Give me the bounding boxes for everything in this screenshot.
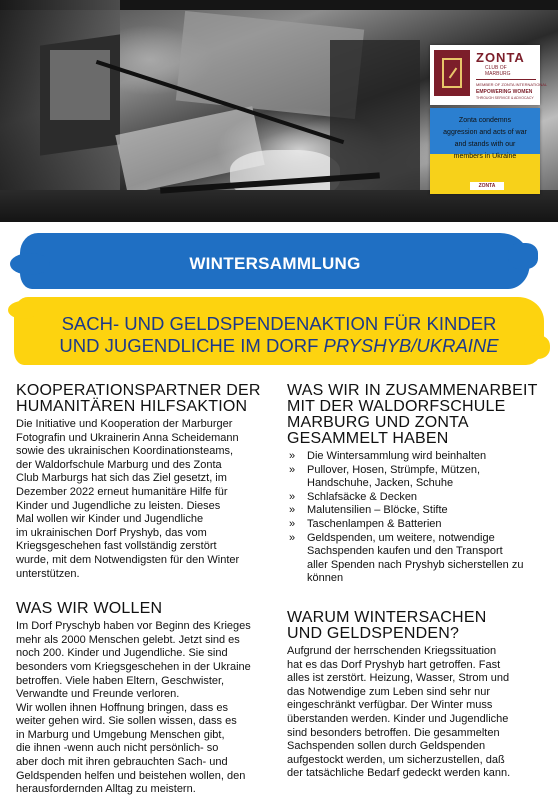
zonta-emblem-icon [434,50,470,96]
logo-sub4: THROUGH SERVICE & ADVOCACY [476,96,534,100]
text-line: Wir wollen ihnen Hoffnung bringen, dass es [16,701,228,714]
text-line: aber doch mit ihren gebrauchten Sach- und [16,756,228,769]
heading-line: MARBURG UND ZONTA [287,414,469,431]
text-line: Kinder und Jugendliche zu leisten. Dieses [16,499,221,512]
heading-line: MIT DER WALDORFSCHULE [287,398,506,415]
item-text: Malutensilien – Blöcke, Stifte [307,504,448,517]
text-line: Fotografin und Ukrainerin Anna Scheidemann [16,431,239,444]
logo-sub3: MEMBER OF ZONTA INTERNATIONAL [476,82,548,87]
text-line: Verwandte und Freunde verloren. [16,688,180,701]
text-line: eingeschränkt verfügbar. Der Winter muss [287,699,493,712]
heading-line: KOOPERATIONSPARTNER DER [16,382,261,399]
logo-sub2: MARBURG [485,71,511,77]
text-line: unterstützen. [16,567,80,580]
right-column [287,383,549,781]
goals-paragraph [16,620,278,797]
heading-line: WAS WIR IN ZUSAMMENARBEIT [287,382,538,399]
heading-line: GESAMMELT HABEN [287,430,449,447]
list-item [287,464,549,491]
text-line: der tatsächliche Bedarf gedeckt werden kann. [287,767,511,780]
page-title: WINTERSAMMLUNG [189,254,361,273]
section-heading-goals: WAS WIR WOLLEN [16,600,163,618]
heading-line: HUMANITÄREN HILFSAKTION [16,398,248,415]
poster-line: Zonta condemns [458,117,512,124]
bullet-icon: » [289,517,296,530]
logo-sub1: CLUB OF [485,65,507,71]
text-line: besonders vom Kriegsgeschehen in der Ukraine [16,660,251,673]
item-text: können [307,572,344,585]
item-text: Die Wintersammlung wird beinhalten [307,450,487,462]
text-line: hat es das Dorf Pryshyb hart getroffen. Fast [287,658,501,671]
bullet-icon: » [289,450,296,462]
left-column [16,383,278,797]
text-line: Geldspenden helfen und beistehen wollen, den [16,769,246,782]
poster-footer: ZONTA [470,182,504,190]
text-line: alles ist zerstört. Heizung, Wasser, Strom und [287,672,510,685]
item-text: Pullover, Hosen, Strümpfe, Mützen, [307,463,481,476]
ukraine-poster [430,108,540,194]
bullet-icon: » [289,463,296,476]
text-line: das Notwendige zum Leben sind sehr nur [287,685,491,698]
subtitle-line2: UND JUGENDLICHE IM DORF [59,335,324,356]
text-line: Mal wollen wir Kinder und Jugendliche [16,513,204,526]
list-item [287,504,549,518]
logo-tagline: EMPOWERING WOMEN [476,89,533,95]
text-line: Sachspenden sollen durch Geldspenden [287,740,486,753]
text-line: Dezember 2022 erneut humanitäre Hilfe für [16,485,228,498]
hero-photo [0,0,558,222]
text-line: sind besonders betroffen. Die gesammelten [287,726,500,739]
heading-line: WARUM WINTERSACHEN [287,608,487,626]
text-line: Die Initiative und Kooperation der Marburger [16,418,233,430]
text-line: Club Marburgs hat sich das Ziel gesetzt, im [16,472,227,485]
item-text: aller Spenden nach Pryshyb sicherstellen zu [307,558,524,571]
why-paragraph [287,645,549,781]
subtitle-line1: SACH- UND GELDSPENDENAKTION FÜR KINDER [61,313,497,334]
text-line: in Marburg und Umgebung Menschen gibt, [16,728,225,741]
item-text: Sachspenden kaufen und den Transport [307,545,503,558]
text-line: mehr als 2000 Menschen gelebt. Jetzt sind es [16,633,240,646]
poster-line: members in Ukraine [453,153,517,160]
list-item [287,518,549,532]
text-line: sowie des ukrainischen Koordinationsteams, [16,445,234,458]
text-line: wurde, mit dem Notwendigsten für den Winter [16,553,240,566]
text-line: Im Dorf Pryschyb haben vor Beginn des Krieges [16,620,251,633]
item-text: Taschenlampen & Batterien [307,517,442,530]
poster-line: and stands with our [454,141,516,148]
section-heading-partners [16,383,278,415]
text-line: noch 200. Kinder und Jugendliche. Sie sind [16,647,228,660]
list-item [287,532,549,586]
text-line: betroffen. Viele haben Eltern, Geschwister, [16,674,225,687]
item-text: Handschuhe, Jacken, Schuhe [307,477,454,490]
zonta-logo [430,45,548,105]
page-subtitle [20,313,538,357]
bullet-icon: » [289,531,296,544]
list-item [287,450,549,464]
text-line: der Waldorfschule Marburg und des Zonta [16,458,222,471]
poster-line: aggression and acts of war [443,129,527,136]
text-line: herausfordernden Alltag zu meistern. [16,783,196,796]
bullet-icon: » [289,490,296,503]
bullet-icon: » [289,504,296,517]
collected-list [287,450,549,586]
text-line: überstanden werden. Kinder und Jugendliche [287,712,509,725]
logo-name: ZONTA [476,50,525,65]
text-line: aufgestockt werden, um sicherzustellen, daß [287,753,505,766]
text-line: Aufgrund der herrschenden Kriegssituation [287,644,497,657]
list-item [287,491,549,505]
partners-paragraph [16,418,278,581]
section-heading-collected [287,383,549,447]
text-line: die ihnen -wenn auch nicht persönlich- so [16,742,219,755]
item-text: Geldspenden, um weitere, notwendige [307,531,495,544]
heading-line: UND GELDSPENDEN? [287,624,460,642]
subtitle-place: PRYSHYB/UKRAINE [323,335,499,356]
section-heading-why [287,610,549,642]
text-line: im ukrainischen Dorf Pryshyb, das vom [16,526,207,539]
text-line: weiter gehen wird. Sie sollen wissen, dass es [16,715,237,728]
item-text: Schlafsäcke & Decken [307,490,418,503]
text-line: Kriegsgeschehen fast vollständig zerstört [16,540,217,553]
